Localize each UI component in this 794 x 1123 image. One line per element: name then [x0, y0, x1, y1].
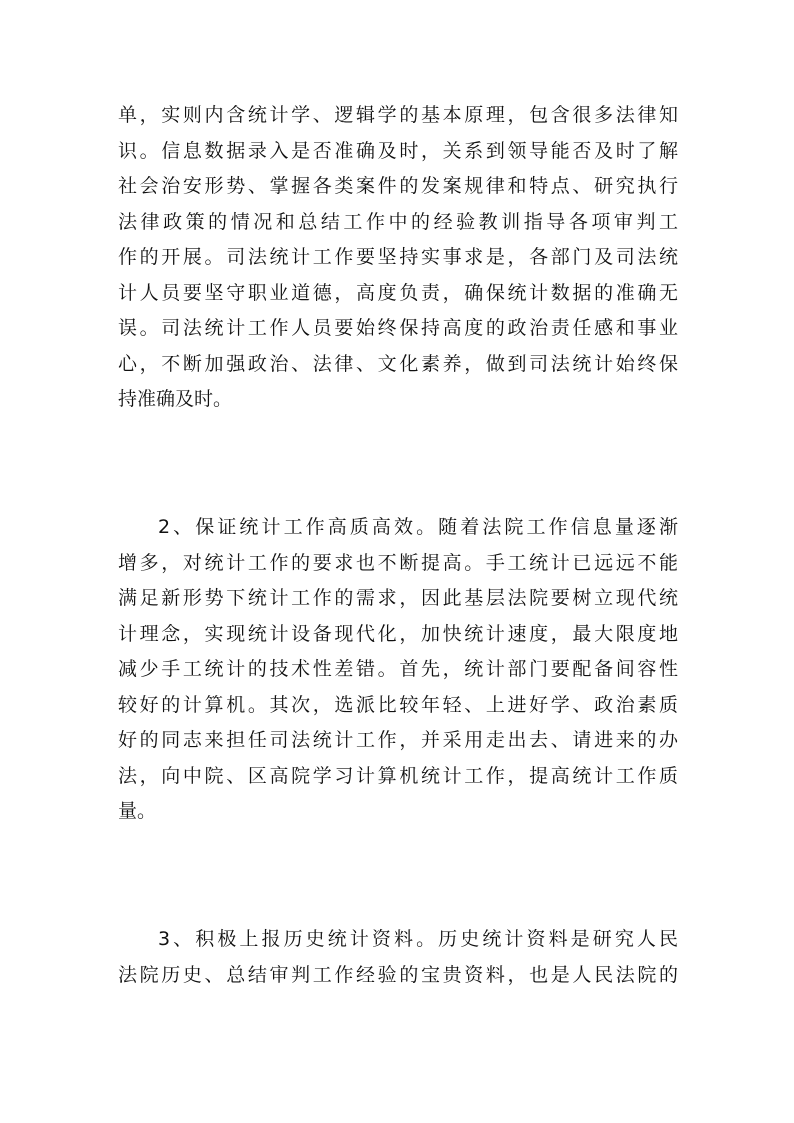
- paragraph-3: [118, 922, 678, 993]
- text-line: 社会治安形势、掌握各类案件的发案规律和特点、研究执行: [118, 175, 678, 197]
- text-line: 量。: [118, 800, 157, 822]
- text-line: 作的开展。司法统计工作要坚持实事求是，各部门及司法统: [118, 246, 678, 268]
- text-line: 2、保证统计工作高质高效。随着法院工作信息量逐渐: [158, 516, 678, 538]
- text-line: 满足新形势下统计工作的需求，因此基层法院要树立现代统: [118, 587, 678, 609]
- text-line: 增多，对统计工作的要求也不断提高。手工统计已远远不能: [118, 551, 678, 574]
- text-line: 计理念，实现统计设备现代化，加快统计速度，最大限度地: [118, 622, 678, 645]
- text-line: 心，不断加强政治、法律、文化素养，做到司法统计始终保: [118, 352, 678, 375]
- text-line: 较好的计算机。其次，选派比较年轻、上进好学、政治素质: [118, 693, 678, 716]
- text-line: 持准确及时。: [118, 388, 233, 410]
- text-line: 误。司法统计工作人员要始终保持高度的政治责任感和事业: [118, 317, 678, 339]
- text-line: 3、积极上报历史统计资料。历史统计资料是研究人民: [158, 928, 678, 950]
- text-line: 识。信息数据录入是否准确及时，关系到领导能否及时了解: [118, 139, 678, 162]
- text-line: 法律政策的情况和总结工作中的经验教训指导各项审判工: [118, 210, 678, 233]
- text-line: 法，向中院、区高院学习计算机统计工作，提高统计工作质: [118, 764, 678, 787]
- text-line: 法院历史、总结审判工作经验的宝贵资料，也是人民法院的: [118, 963, 678, 986]
- text-line: 减少手工统计的技术性差错。首先，统计部门要配备间容性: [118, 658, 678, 680]
- text-line: 单，实则内含统计学、逻辑学的基本原理，包含很多法律知: [118, 104, 678, 126]
- paragraph-1: [118, 98, 678, 418]
- text-line: 计人员要坚守职业道德，高度负责，确保统计数据的准确无: [118, 281, 678, 304]
- paragraph-2: [118, 510, 678, 830]
- text-line: 好的同志来担任司法统计工作，并采用走出去、请进来的办: [118, 729, 678, 751]
